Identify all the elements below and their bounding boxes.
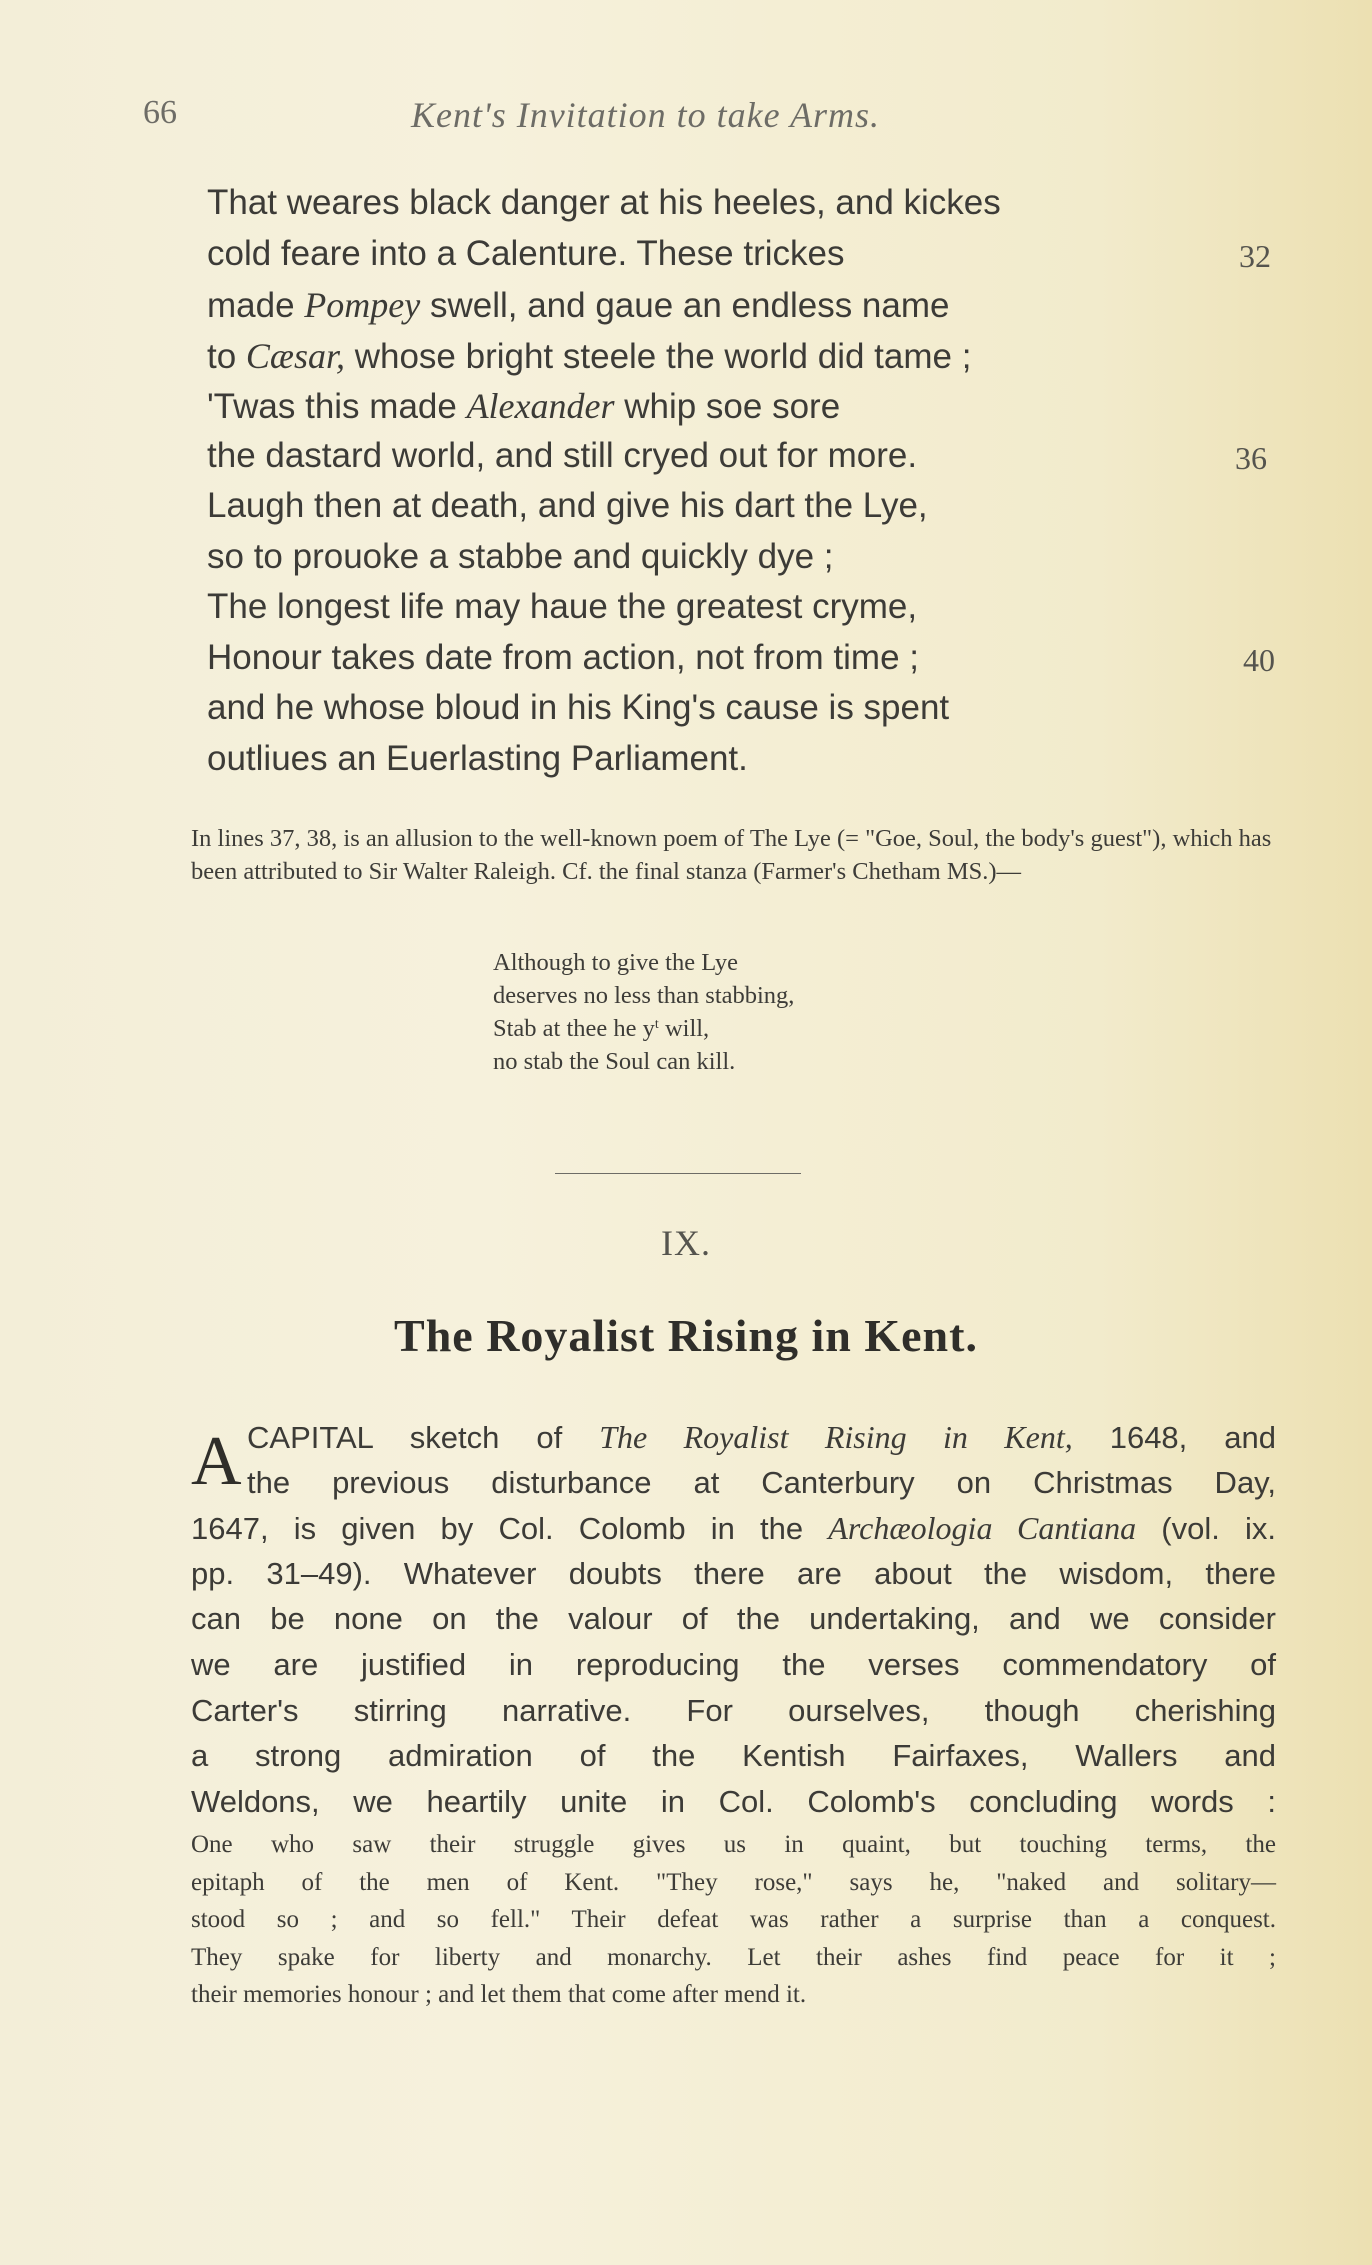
- poem: [207, 183, 1307, 789]
- paragraph-line: CAPITAL sketch of The Royalist Rising in Kent, 1648, and: [247, 1419, 1277, 1455]
- poem-line: made Pompey swell, and gaue an endless name: [207, 285, 950, 325]
- paragraph-line: can be none on the valour of the undertaking, and we consider: [191, 1601, 1276, 1637]
- poem-line: The longest life may haue the greatest cryme,: [207, 587, 918, 626]
- footnote-stanza: [493, 946, 794, 1078]
- paragraph-line: a strong admiration of the Kentish Fairfaxes, Wallers and: [191, 1738, 1276, 1774]
- drop-cap: A: [191, 1423, 242, 1500]
- paragraph-line: we are justified in reproducing the verses commendatory of: [191, 1646, 1276, 1682]
- intro-paragraph: [191, 1419, 1276, 1829]
- paragraph-line: Weldons, we heartily unite in Col. Colomb's concluding words :: [191, 1783, 1276, 1819]
- block-quote: [191, 1826, 1276, 2014]
- quote-line: They spake for liberty and monarchy. Let their ashes find peace for it ;: [191, 1943, 1276, 1971]
- quote-line: One who saw their struggle gives us in quaint, but touching terms, the: [191, 1831, 1276, 1858]
- page-header: [143, 94, 1273, 144]
- poem-line: Laugh then at death, and give his dart the Lye,: [207, 486, 928, 525]
- stanza-line: Stab at thee he $y^t$ will,: [493, 1015, 710, 1042]
- section-number: IX.: [661, 1223, 711, 1263]
- poem-line: to Cæsar, whose bright steele the world did tame ;: [207, 335, 972, 376]
- poem-line: That weares black danger at his heeles, and kickes: [207, 183, 1001, 222]
- poem-line: and he whose bloud in his King's cause is spent: [207, 688, 950, 727]
- poem-line: Honour takes date from action, not from time ; 40: [207, 637, 1275, 678]
- page-number: 66: [143, 94, 177, 131]
- line-number: 40: [1243, 641, 1275, 678]
- poem-line: the dastard world, and still cryed out for more. 36: [207, 435, 1267, 476]
- footnote: In lines 37, 38, is an allusion to the well-known poem of The Lye (= "Goe, Soul, the body's guest"), which has been attributed to Sir Walter Raleigh. Cf. the final stanza (Farmer's Chetham MS.)—: [191, 825, 1272, 885]
- quote-line: their memories honour ; and let them that come after mend it.: [191, 1981, 807, 2008]
- poem-line: so to prouoke a stabbe and quickly dye ;: [207, 536, 834, 576]
- line-number: 36: [1235, 439, 1267, 476]
- superscript: t: [654, 1017, 659, 1032]
- poem-line: 'Twas this made Alexander whip soe sore: [207, 386, 841, 426]
- stanza-line: Although to give the Lye: [493, 949, 738, 976]
- quote-line: epitaph of the men of Kent. "They rose," says he, "naked and solitary—: [191, 1868, 1276, 1896]
- poem-line: outliues an Euerlasting Parliament.: [207, 738, 748, 778]
- paragraph-line: 1647, is given by Col. Colomb in the Archæologia Cantiana (vol. ix.: [191, 1510, 1277, 1547]
- section-title: The Royalist Rising in Kent.: [394, 1310, 978, 1361]
- paragraph-line: pp. 31–49). Whatever doubts there are about the wisdom, there: [191, 1555, 1276, 1591]
- stanza-line: no stab the Soul can kill.: [493, 1048, 736, 1075]
- section-divider: [555, 1173, 801, 1174]
- stanza-line: deserves no less than stabbing,: [493, 982, 795, 1009]
- quote-line: stood so ; and so fell." Their defeat was rather a surprise than a conquest.: [191, 1906, 1276, 1933]
- line-number: 32: [1239, 237, 1271, 274]
- paragraph-line: Carter's stirring narrative. For ourselves, though cherishing: [191, 1692, 1276, 1728]
- poem-line: cold feare into a Calenture. These trickes 32: [207, 233, 1271, 274]
- running-title: Kent's Invitation to take Arms.: [411, 95, 880, 135]
- paragraph-line: the previous disturbance at Canterbury on Christmas Day,: [247, 1464, 1276, 1500]
